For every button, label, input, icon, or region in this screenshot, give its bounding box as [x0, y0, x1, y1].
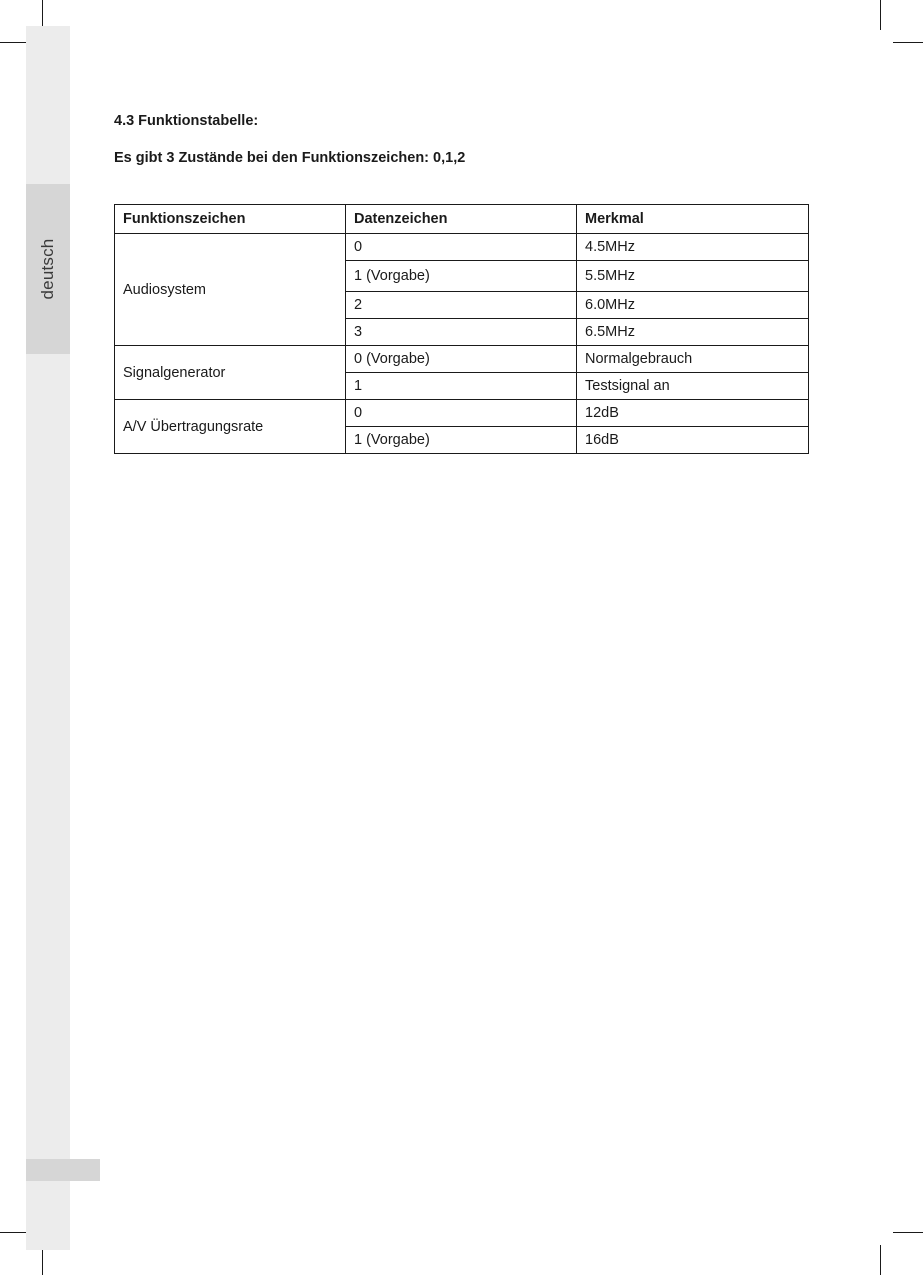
- page-footer-tab: [26, 1159, 100, 1181]
- header-data: Datenzeichen: [346, 205, 577, 234]
- data-cell: 3: [346, 319, 577, 346]
- language-tab-label: deutsch: [38, 238, 57, 300]
- feature-cell: 6.5MHz: [577, 319, 809, 346]
- feature-cell: 16dB: [577, 427, 809, 454]
- feature-cell: Normalgebrauch: [577, 346, 809, 373]
- feature-cell: 6.0MHz: [577, 292, 809, 319]
- feature-cell: Testsignal an: [577, 373, 809, 400]
- function-cell: Audiosystem: [115, 234, 346, 346]
- feature-cell: 12dB: [577, 400, 809, 427]
- crop-mark: [893, 1232, 923, 1233]
- table-header-row: [115, 205, 809, 234]
- table-row: [115, 346, 809, 373]
- table-row: [115, 234, 809, 261]
- data-cell: 0 (Vorgabe): [346, 346, 577, 373]
- data-cell: 1: [346, 373, 577, 400]
- crop-mark: [880, 1245, 881, 1275]
- header-function: Funktionszeichen: [115, 205, 346, 234]
- header-feature: Merkmal: [577, 205, 809, 234]
- data-cell: 1 (Vorgabe): [346, 427, 577, 454]
- crop-mark: [893, 42, 923, 43]
- feature-cell: 4.5MHz: [577, 234, 809, 261]
- function-table: [114, 204, 809, 454]
- data-cell: 2: [346, 292, 577, 319]
- function-cell: Signalgenerator: [115, 346, 346, 400]
- data-cell: 1 (Vorgabe): [346, 261, 577, 292]
- feature-cell: 5.5MHz: [577, 261, 809, 292]
- table-row: [115, 400, 809, 427]
- data-cell: 0: [346, 234, 577, 261]
- section-intro: Es gibt 3 Zustände bei den Funktionszeichen: 0,1,2: [114, 150, 466, 166]
- crop-mark: [880, 0, 881, 30]
- section-heading: 4.3 Funktionstabelle:: [114, 113, 259, 129]
- data-cell: 0: [346, 400, 577, 427]
- function-cell: A/V Übertragungsrate: [115, 400, 346, 454]
